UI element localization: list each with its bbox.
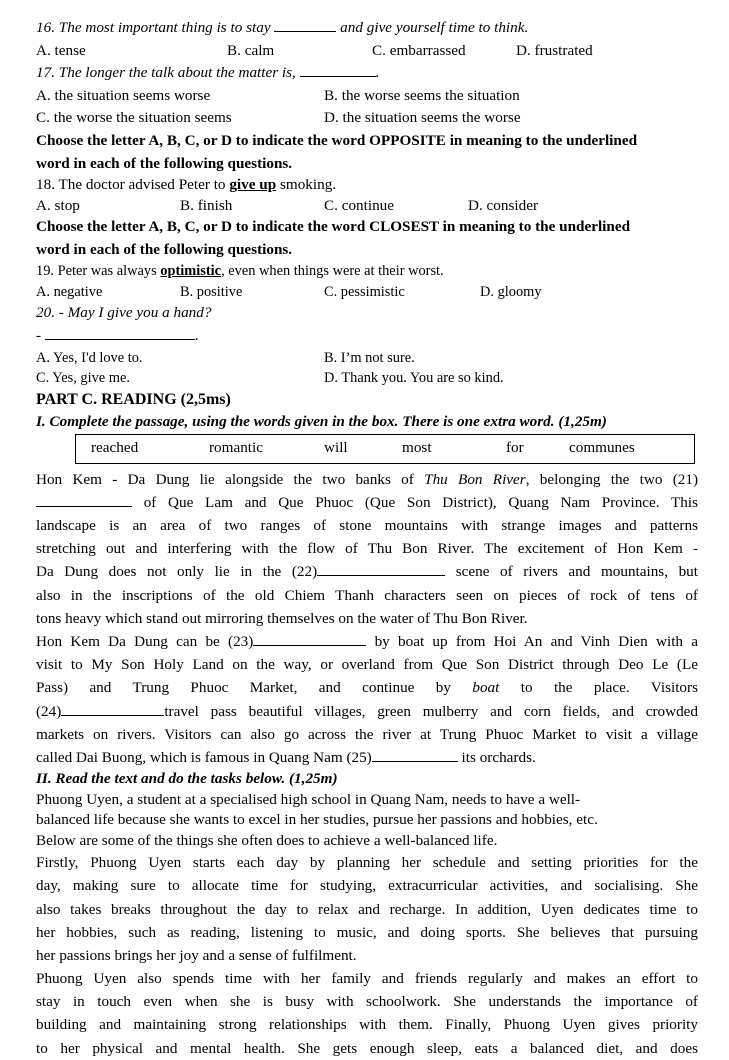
- passage-line: Phuong Uyen also spends time with her family and friends regularly and makes an effort to: [36, 970, 698, 988]
- q16-options: [36, 40, 698, 63]
- q18-option-c: C. continue: [324, 196, 395, 214]
- answer-blank: [300, 62, 376, 77]
- q18-option-d: D. consider: [468, 196, 539, 214]
- passage-line: Hon Kem - Da Dung lie alongside the two banks of Thu Bon River, belonging the two (21): [36, 470, 698, 488]
- passage-line: tons heavy which stand out mirroring themselves on the water of Thu Bon River.: [36, 609, 528, 627]
- answer-blank-23: [253, 631, 366, 646]
- word-box-item: for: [506, 438, 524, 456]
- word-box-item: romantic: [209, 438, 263, 456]
- q19-option-c: C. pessimistic: [324, 283, 405, 300]
- q18-option-a: A. stop: [36, 196, 80, 214]
- passage-line: (24) travel pass beautiful villages, green mulberry and corn fields, and crowded: [36, 702, 698, 720]
- passage-line: Da Dung does not only lie in the (22) scene of rivers and mountains, but: [36, 563, 698, 581]
- passage-line: Phuong Uyen, a student at a specialised high school in Quang Nam, needs to have a well-: [36, 790, 581, 808]
- passage-line: stay in touch even when she is busy with schoolwork. She understands the importance of: [36, 993, 698, 1011]
- passage-line: her hobbies, such as reading, listening to music, and doing sports. She believes that pursuing: [36, 923, 698, 941]
- q18-options: [36, 196, 698, 217]
- q17-options-row1: [36, 85, 698, 108]
- answer-blank-25: [372, 747, 458, 762]
- q20-response: - .: [36, 326, 199, 344]
- q20-option-d: D. Thank you. You are so kind.: [324, 370, 504, 387]
- q17-option-d: D. the situation seems the worse: [324, 109, 521, 127]
- passage-line: building and maintaining strong relationships with them. Finally, Phuong Uyen gives priority: [36, 1016, 698, 1034]
- answer-blank-22: [317, 561, 445, 576]
- q17-option-c: C. the worse the situation seems: [36, 109, 232, 127]
- q16-option-b: B. calm: [227, 41, 275, 59]
- q16-stem: 16. The most important thing is to stay and give yourself time to think.: [36, 19, 529, 36]
- passage-line: also in the inscriptions of the old Chiem Thanh characters seen on pieces of rock of tens of: [36, 586, 698, 604]
- q16-option-c: C. embarrassed: [372, 41, 466, 59]
- reading-section-2-title: II. Read the text and do the tasks below. (1,25m): [36, 770, 338, 788]
- instruction-closest-line2: word in each of the following questions.: [36, 240, 293, 258]
- q17-options-row2: [36, 107, 698, 130]
- q20-option-b: B. I’m not sure.: [324, 349, 415, 366]
- passage-line: also takes breaks throughout the day to relax and recharge. In addition, Uyen dedicates time to: [36, 900, 698, 918]
- passage-line: landscape is an area of two ranges of stone mountains with strange images and patterns: [36, 517, 698, 535]
- q19-option-d: D. gloomy: [480, 283, 542, 300]
- q20-options-row2: [36, 368, 698, 389]
- instruction-opposite-line2: word in each of the following questions.: [36, 154, 293, 172]
- q18-stem: 18. The doctor advised Peter to give up smoking.: [36, 176, 337, 194]
- word-box-item: will: [324, 438, 348, 456]
- q20-options-row1: [36, 348, 698, 369]
- word-box-item: reached: [91, 438, 139, 456]
- q17-option-a: A. the situation seems worse: [36, 86, 211, 104]
- passage-line: markets on rivers. Visitors can also go across the river at Trung Phuoc Market to visit a village: [36, 725, 698, 743]
- passage-line: her passions brings her joy and a sense of fulfilment.: [36, 946, 357, 964]
- passage-line: balanced life because she wants to excel in her studies, pursue her passions and hobbies, etc.: [36, 811, 598, 829]
- passage-line: day, making sure to allocate time for studying, extracurricular activities, and socialising. She: [36, 877, 698, 895]
- part-c-title: PART C. READING (2,5ms): [36, 390, 231, 408]
- passage-line: of Que Lam and Que Phuoc (Que Son District), Quang Nam Province. This: [36, 491, 698, 514]
- q19-option-b: B. positive: [180, 283, 243, 300]
- q19-options: [36, 282, 698, 303]
- passage-line: visit to My Son Holy Land on the way, or overland from Que Son District through Deo Le (Le: [36, 656, 698, 674]
- q20-option-c: C. Yes, give me.: [36, 370, 130, 387]
- exam-page: [36, 17, 698, 1060]
- q20-stem: 20. - May I give you a hand?: [36, 304, 212, 322]
- q19-option-a: A. negative: [36, 283, 103, 300]
- passage-line: Pass) and Trung Phuoc Market, and continue by boat to the place. Visitors: [36, 679, 698, 697]
- passage-line: Firstly, Phuong Uyen starts each day by planning her schedule and setting priorities for the: [36, 854, 698, 872]
- answer-blank: [274, 17, 336, 32]
- q17-option-b: B. the worse seems the situation: [324, 86, 520, 104]
- instruction-opposite-line1: Choose the letter A, B, C, or D to indicate the word OPPOSITE in meaning to the underlined: [36, 131, 638, 149]
- word-box-item: most: [402, 438, 432, 456]
- underlined-word: optimistic: [160, 263, 222, 280]
- passage-line: Below are some of the things she often does to achieve a well-balanced life.: [36, 831, 498, 849]
- word-box-item: communes: [569, 438, 635, 456]
- passage-line: stretching out and interfering with the flow of Thu Bon River. The excitement of Hon Kem -: [36, 540, 698, 558]
- q18-option-b: B. finish: [180, 196, 233, 214]
- instruction-closest-line1: Choose the letter A, B, C, or D to indicate the word CLOSEST in meaning to the underlined: [36, 218, 631, 236]
- passage-line: to her physical and mental health. She gets enough sleep, eats a balanced diet, and does: [36, 1039, 698, 1057]
- word-box: [75, 434, 695, 464]
- q19-stem: 19. Peter was always optimistic, even when things were at their worst.: [36, 263, 444, 280]
- q16-option-d: D. frustrated: [516, 41, 593, 59]
- q20-option-a: A. Yes, I'd love to.: [36, 349, 143, 366]
- q16-option-a: A. tense: [36, 41, 86, 59]
- reading-section-1-title: I. Complete the passage, using the words given in the box. There is one extra word. (1,25m): [36, 413, 607, 431]
- answer-blank-24: [61, 701, 164, 716]
- passage-line: called Dai Buong, which is famous in Quang Nam (25) its orchards.: [36, 748, 536, 766]
- answer-blank-21: [36, 492, 132, 507]
- passage-line: Hon Kem Da Dung can be (23) by boat up from Hoi An and Vinh Dien with a: [36, 633, 698, 651]
- answer-blank: [45, 325, 195, 340]
- q17-stem: 17. The longer the talk about the matter is, .: [36, 64, 380, 82]
- underlined-word: give up: [229, 176, 277, 194]
